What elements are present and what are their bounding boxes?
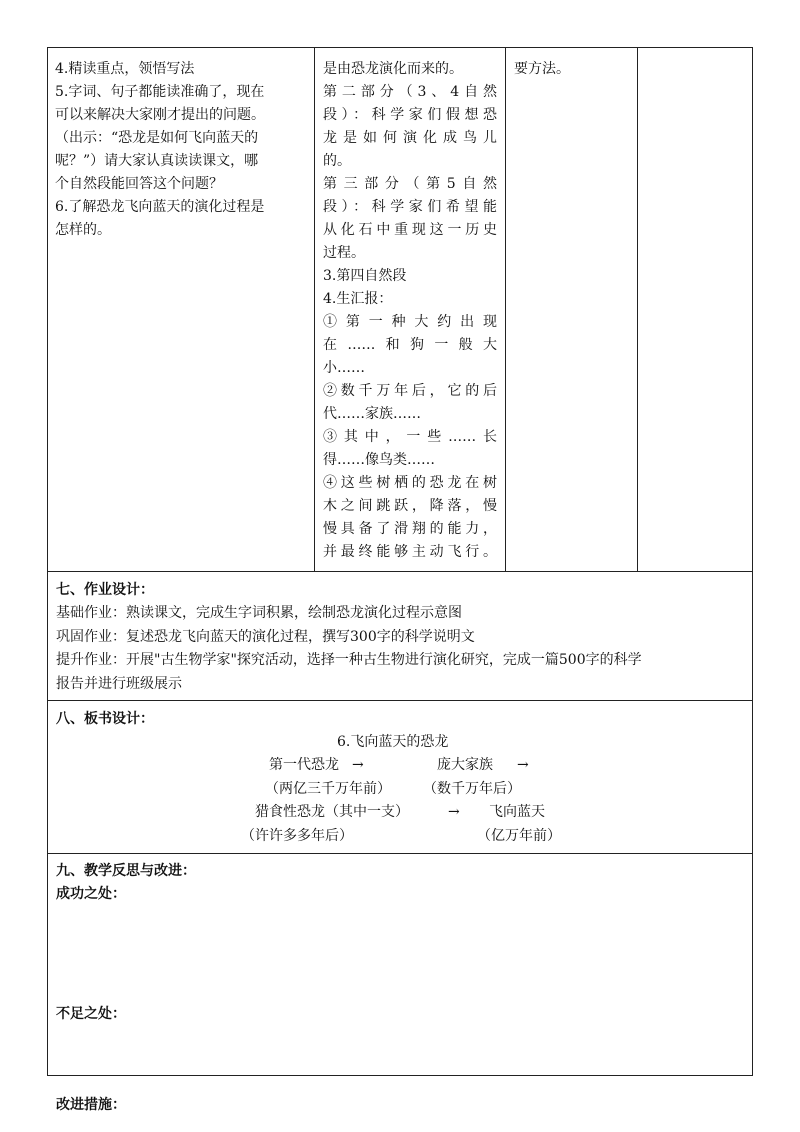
- homework-title: 七、作业设计：: [56, 582, 154, 598]
- homework-lines: [56, 602, 746, 696]
- text-line: 呢？”）请大家认真读读课文，哪: [55, 153, 259, 169]
- text-line: 并最终能够主动飞行。: [323, 544, 497, 560]
- shortcoming-label: 不足之处：: [56, 1006, 126, 1022]
- arrow-icon: →: [352, 757, 364, 773]
- text-line: 小……: [323, 360, 365, 376]
- text-line: 是由恐龙演化而来的。: [323, 61, 463, 77]
- text-line: 从化石中重现这一历史: [323, 222, 497, 238]
- blackboard-section: [47, 700, 753, 854]
- text-line: 报告并进行班级展示: [56, 675, 182, 692]
- text-line: 过程。: [323, 245, 365, 261]
- blackboard-row4-left: （许许多多年后）: [241, 828, 353, 844]
- text-line: 段）：科学家们希望能: [323, 199, 497, 215]
- text-line: 的。: [323, 153, 351, 169]
- text-line: 5.字词、句子都能读准确了，现在: [55, 84, 265, 100]
- table-cell-design-intent: [505, 47, 638, 572]
- blackboard-row4-right: （亿万年前）: [477, 828, 561, 844]
- blackboard-row1-left: 第一代恐龙: [269, 757, 339, 773]
- text-line: 慢具备了滑翔的能力，: [323, 521, 497, 537]
- arrow-icon: →: [517, 757, 529, 773]
- text-line: 第三部分（第5自然: [323, 176, 497, 192]
- blackboard-row3-right: 飞向蓝天: [489, 804, 545, 820]
- blackboard-row3-left: 猎食性恐龙（其中一支）: [255, 804, 409, 820]
- reflection-section: [47, 853, 753, 1113]
- text-line: 个自然段能回答这个问题？: [55, 176, 223, 192]
- table-cell-notes: [637, 47, 753, 572]
- text-line: 怎样的。: [55, 222, 111, 238]
- text-line: 木之间跳跃，降落，慢: [323, 498, 497, 514]
- text-line: 得……像鸟类……: [323, 452, 435, 468]
- improvement-label: 改进措施：: [56, 1097, 126, 1113]
- blackboard-row2-right: （数千万年后）: [423, 781, 521, 797]
- lesson-plan-document: [47, 47, 753, 1113]
- text-line: ①第一种大约出现: [323, 314, 497, 330]
- table-cell-student-activity: [314, 47, 506, 572]
- design-intent-text: [514, 58, 632, 81]
- arrow-icon: →: [448, 804, 460, 820]
- text-line: 4.精读重点，领悟写法: [55, 61, 195, 77]
- blackboard-row1-right: 庞大家族: [437, 757, 493, 773]
- blackboard-row2-left: （两亿三千万年前）: [265, 781, 391, 797]
- blackboard-heading: 6.飞向蓝天的恐龙: [337, 734, 449, 750]
- text-line: 第二部分（3、4自然: [323, 84, 497, 100]
- text-line: 段）：科学家们假想恐: [323, 107, 497, 123]
- text-line: 6.了解恐龙飞向蓝天的演化过程是: [55, 199, 265, 215]
- blackboard-title: 八、板书设计：: [56, 711, 154, 727]
- text-line: 4.生汇报：: [323, 291, 393, 307]
- text-line: 巩固作业：复述恐龙飞向蓝天的演化过程，撰写300字的科学说明文: [56, 628, 475, 645]
- text-line: 基础作业：熟读课文，完成生字词积累，绘制恐龙演化过程示意图: [56, 605, 462, 621]
- text-line: 在……和狗一般大: [323, 337, 497, 353]
- text-line: 代……家族……: [323, 406, 421, 422]
- text-line: ④这些树栖的恐龙在树: [323, 475, 497, 491]
- text-line: ②数千万年后，它的后: [323, 383, 497, 399]
- text-line: ③其中，一些……长: [323, 429, 497, 445]
- table-cell-teacher-activity: [47, 47, 315, 572]
- student-activity-text: [323, 58, 497, 564]
- teacher-activity-text: [55, 58, 309, 242]
- text-line: 3.第四自然段: [323, 268, 407, 284]
- text-line: 可以来解决大家刚才提出的问题。: [55, 107, 265, 123]
- text-line: （出示：“恐龙是如何飞向蓝天的: [55, 130, 259, 146]
- text-line: 要方法。: [514, 61, 570, 77]
- success-label: 成功之处：: [56, 886, 126, 902]
- text-line: 龙是如何演化成鸟儿: [323, 130, 497, 146]
- homework-section: [47, 571, 753, 701]
- reflection-title: 九、教学反思与改进：: [56, 863, 196, 879]
- text-line: 提升作业：开展"古生物学家"探究活动，选择一种古生物进行演化研究，完成一篇500字的科学: [56, 652, 642, 668]
